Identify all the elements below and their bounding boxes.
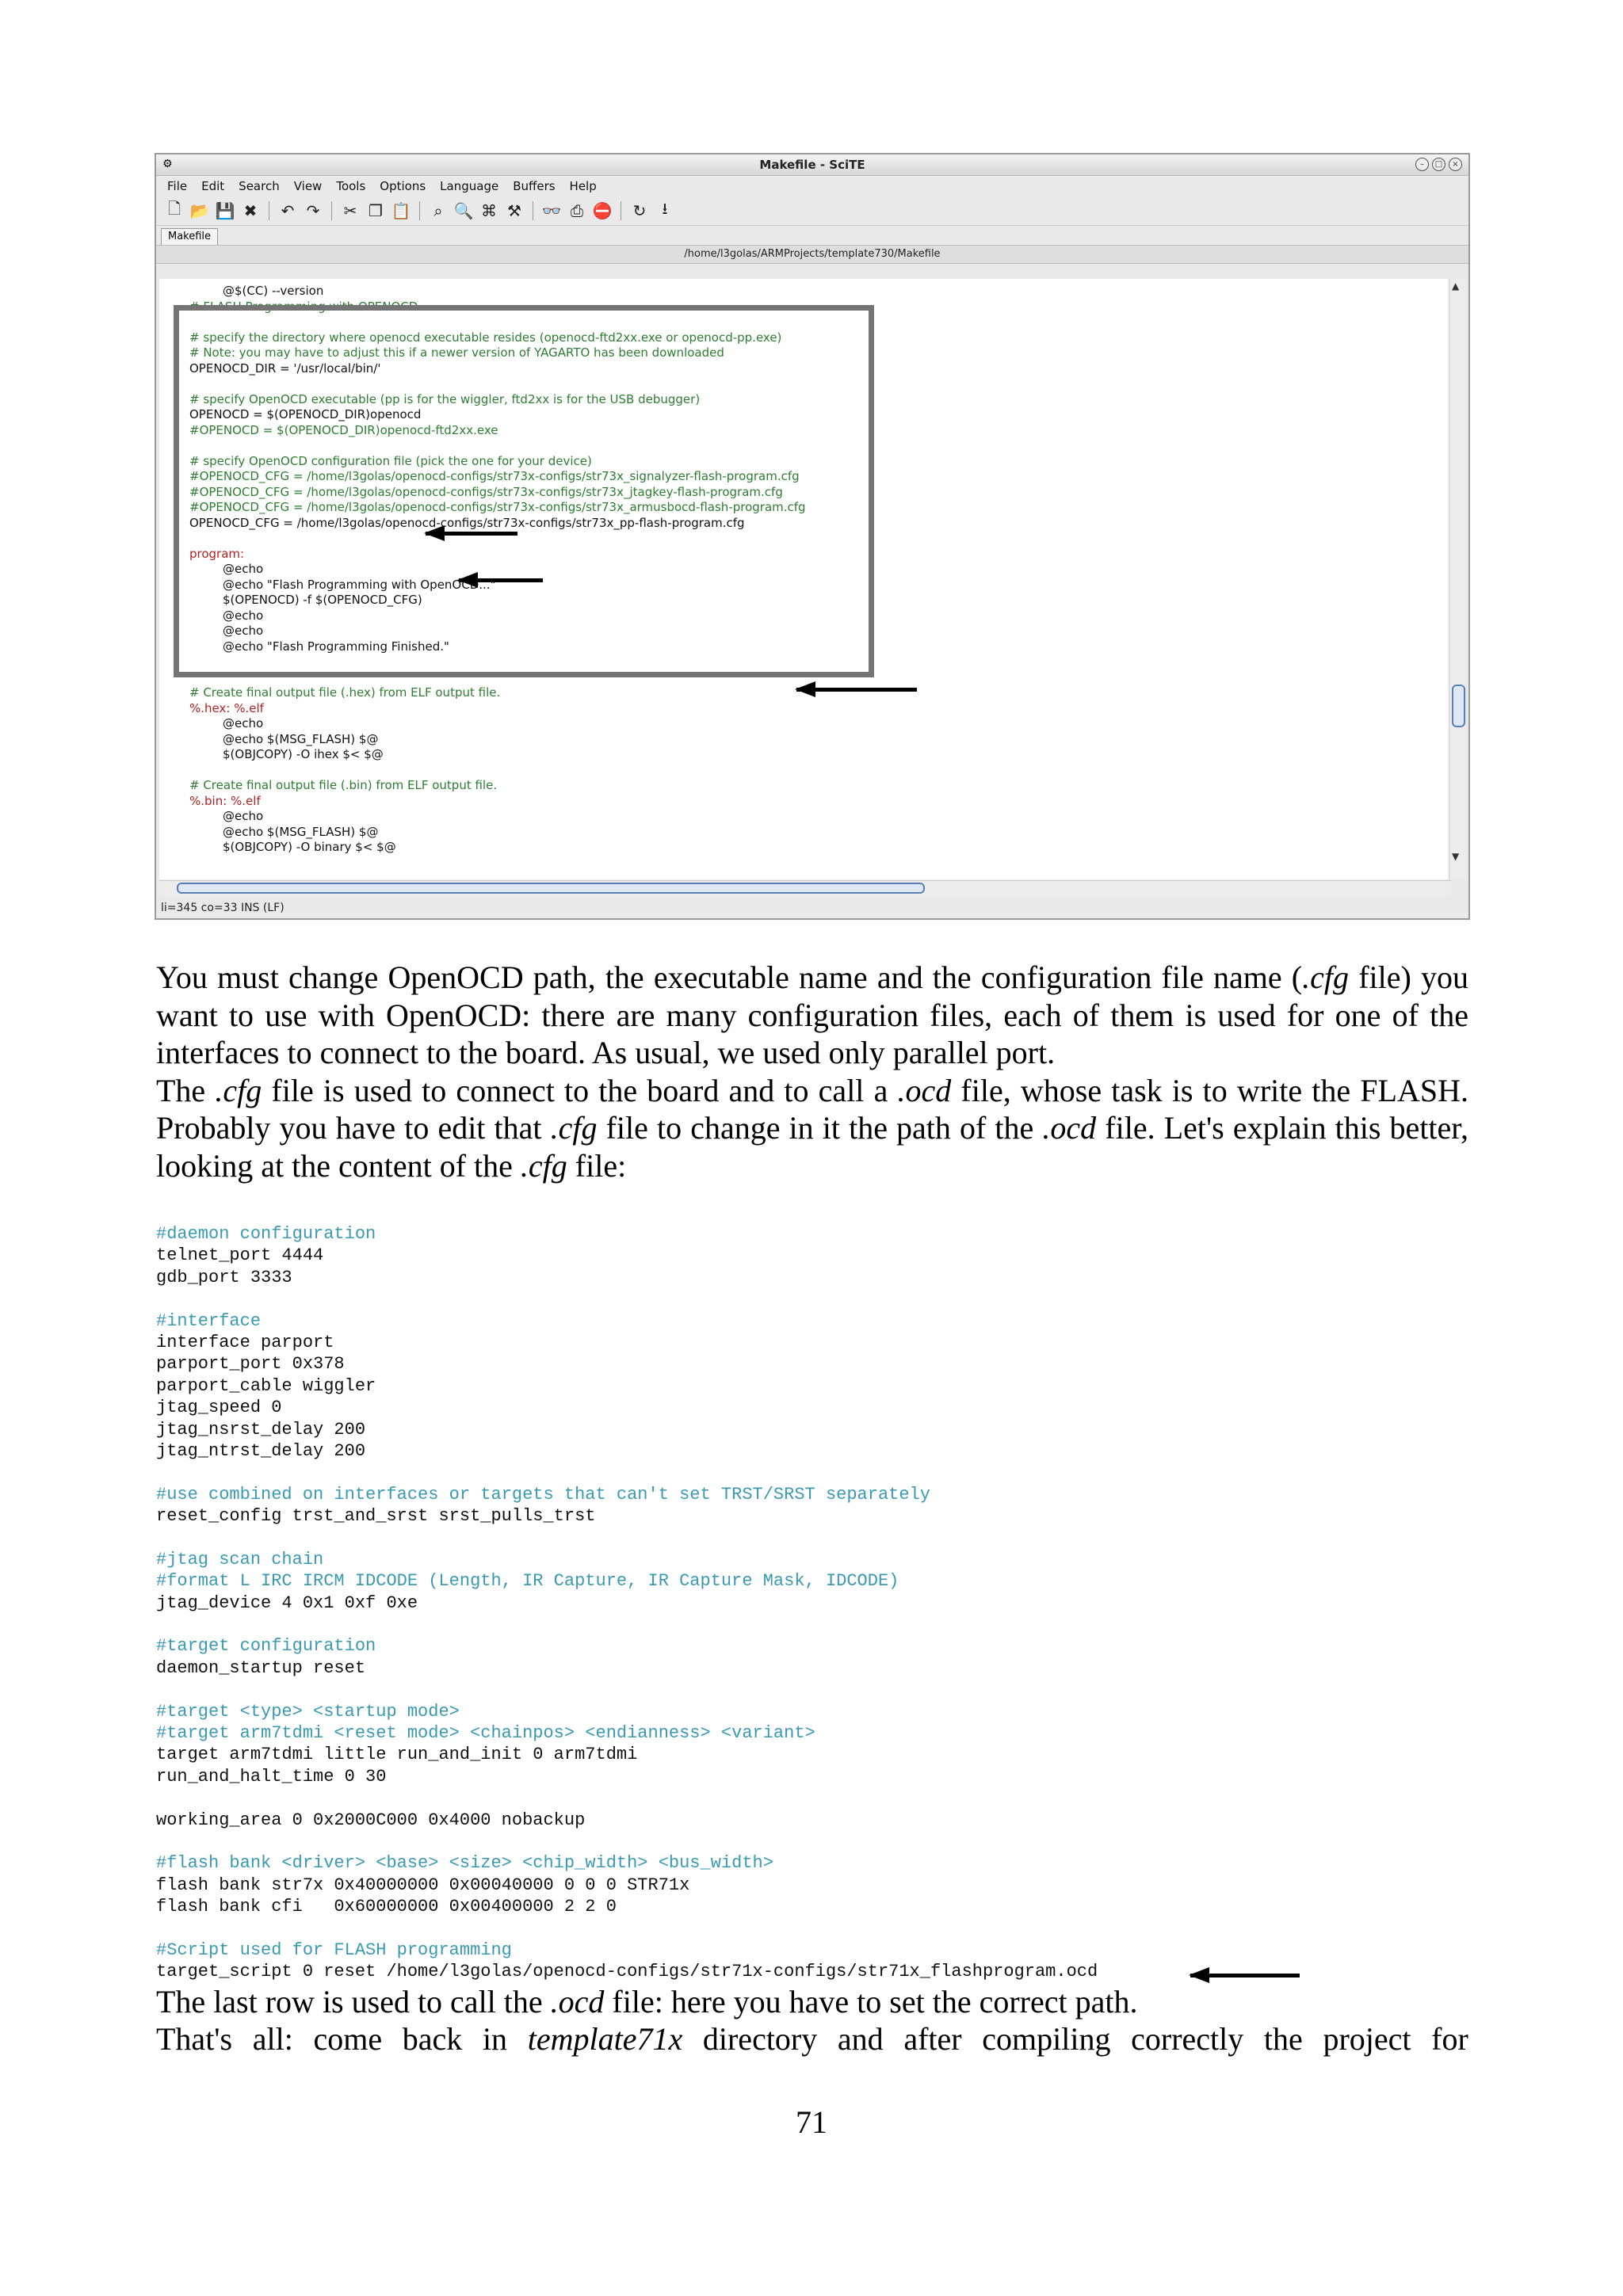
undo-icon[interactable]: ↶ bbox=[281, 201, 295, 220]
paste-icon[interactable]: 📋 bbox=[391, 201, 411, 220]
editor-line: #OPENOCD_CFG = /home/l3golas/openocd-configs/str73x-configs/str73x_signalyzer-flash-program.cfg bbox=[189, 469, 800, 483]
status-bar: li=345 co=33 INS (LF) bbox=[161, 902, 285, 914]
code-line: #Script used for FLASH programming bbox=[156, 1939, 512, 1960]
editor-line: @echo bbox=[223, 608, 264, 623]
scroll-up-icon[interactable]: ▲ bbox=[1452, 280, 1460, 292]
arrow-target-script bbox=[1190, 1974, 1300, 1978]
menu-view[interactable]: View bbox=[293, 179, 323, 193]
paragraph-2: The .cfg file is used to connect to the board and to call a .ocd file, whose task is to write the FLASH. Probably you have to edit that .cfg file to change in it the path of the .ocd file. Let's explain this better, looking at the content of the .cfg file: bbox=[156, 1072, 1469, 1184]
editor-line: # specify the directory where openocd executable resides (openocd-ftd2xx.exe or openocd-pp.exe) bbox=[189, 330, 782, 345]
word: correctly bbox=[1131, 2021, 1244, 2057]
editor-line: @echo "Flash Programming with OpenOCD..." bbox=[223, 577, 496, 592]
code-line: target arm7tdmi little run_and_init 0 arm7tdmi bbox=[156, 1745, 638, 1765]
editor-line: $(OPENOCD) -f $(OPENOCD_CFG) bbox=[223, 593, 422, 607]
open-icon[interactable]: 📂 bbox=[189, 201, 210, 220]
find-icon[interactable]: ⌕ bbox=[433, 201, 443, 220]
editor-line: @echo bbox=[223, 716, 264, 730]
code-line: parport_cable wiggler bbox=[156, 1375, 376, 1396]
editor-line: @echo bbox=[223, 809, 264, 823]
code-line: target_script 0 reset /home/l3golas/openocd-configs/str71x-configs/str71x_flashprogram.ocd bbox=[156, 1962, 1098, 1982]
editor-line: # Create final output file (.hex) from ELF output file. bbox=[189, 685, 501, 700]
code-line: jtag_speed 0 bbox=[156, 1398, 282, 1418]
editor-line: #OPENOCD = $(OPENOCD_DIR)openocd-ftd2xx.exe bbox=[189, 422, 498, 437]
build-icon[interactable]: ⭳ bbox=[662, 199, 668, 218]
code-line: #target configuration bbox=[156, 1636, 376, 1657]
arrow-openocd-dir bbox=[426, 532, 517, 536]
scroll-down-icon[interactable]: ▼ bbox=[1452, 851, 1460, 862]
toolbar bbox=[156, 196, 1468, 226]
menu-tools[interactable]: Tools bbox=[336, 179, 366, 193]
editor-line: @echo "Flash Programming Finished." bbox=[223, 639, 449, 654]
menu-bar bbox=[156, 176, 1468, 196]
code-line: #interface bbox=[156, 1310, 262, 1331]
code-line: #target <type> <startup mode> bbox=[156, 1701, 460, 1722]
horizontal-scroll-thumb[interactable] bbox=[177, 883, 925, 894]
menu-file[interactable]: File bbox=[167, 179, 188, 193]
menu-buffers[interactable]: Buffers bbox=[513, 179, 556, 193]
toolbar-separator bbox=[331, 201, 332, 220]
word: compiling bbox=[982, 2021, 1111, 2057]
code-line: flash bank str7x 0x40000000 0x00040000 0 0 0 STR71x bbox=[156, 1875, 690, 1895]
word: come bbox=[313, 2021, 383, 2057]
code-line bbox=[156, 1787, 1098, 1809]
menu-help[interactable]: Help bbox=[569, 179, 597, 193]
new-icon[interactable]: 🗋 bbox=[167, 199, 181, 218]
editor-line: # Create final output file (.bin) from ELF output file. bbox=[189, 778, 498, 792]
stop-icon[interactable]: ⛔ bbox=[592, 201, 613, 220]
editor-line: @$(CC) --version bbox=[223, 284, 324, 298]
code-line bbox=[156, 1831, 1098, 1852]
code-line bbox=[156, 1679, 1098, 1700]
copy-icon[interactable]: ❐ bbox=[369, 201, 383, 220]
code-line: reset_config trst_and_srst srst_pulls_trst bbox=[156, 1506, 596, 1527]
tab-makefile[interactable]: Makefile bbox=[161, 228, 218, 245]
editor-line: @echo bbox=[223, 562, 264, 576]
app-icon: ⚙ bbox=[162, 158, 173, 170]
cfg-code-listing bbox=[156, 1223, 1098, 1983]
editor-line: #OPENOCD_CFG = /home/l3golas/openocd-configs/str73x-configs/str73x_jtagkey-flash-program.cfg bbox=[189, 484, 783, 499]
word: all: bbox=[252, 2021, 293, 2057]
editor-line: @echo bbox=[223, 624, 264, 638]
editor-line: $(OBJCOPY) -O binary $< $@ bbox=[223, 840, 396, 854]
menu-edit[interactable]: Edit bbox=[201, 179, 225, 193]
tab-bar bbox=[156, 226, 1468, 245]
code-line: daemon_startup reset bbox=[156, 1657, 366, 1678]
word: for bbox=[1431, 2021, 1468, 2057]
editor-line: @echo $(MSG_FLASH) $@ bbox=[223, 731, 379, 746]
arrow-openocd bbox=[459, 578, 543, 582]
editor-line: %.hex: %.elf bbox=[189, 700, 264, 715]
tools-icon[interactable]: ⚒ bbox=[507, 201, 521, 220]
print-icon[interactable]: ⎙ bbox=[571, 201, 583, 220]
replace-icon[interactable]: ⌘ bbox=[481, 201, 497, 220]
after-line-2 bbox=[156, 2020, 1468, 2058]
editor-line: # specify OpenOCD executable (pp is for the wiggler, ftd2xx is for the USB debugger) bbox=[189, 391, 701, 406]
window-title: Makefile - SciTE bbox=[759, 158, 865, 172]
code-line: parport_port 0x378 bbox=[156, 1354, 345, 1375]
code-line: #daemon configuration bbox=[156, 1224, 376, 1244]
editor-line: # FLASH Programming with OPENOCD bbox=[189, 299, 418, 314]
redo-icon[interactable]: ↷ bbox=[306, 201, 320, 220]
code-line: interface parport bbox=[156, 1332, 334, 1352]
code-line: #jtag scan chain bbox=[156, 1549, 324, 1569]
file-path: /home/l3golas/ARMProjects/template730/Makefile bbox=[156, 245, 1468, 264]
paragraph-1: You must change OpenOCD path, the executable name and the configuration file name (.cfg file) you want to use with OpenOCD: there are many configuration files, each of them is used for one of the interfaces to connect to the board. As usual, we used only parallel port. bbox=[156, 959, 1469, 1070]
page-number: 71 bbox=[796, 2104, 827, 2140]
word: the bbox=[1263, 2021, 1303, 2057]
cut-icon[interactable]: ✂ bbox=[343, 201, 357, 220]
word: directory bbox=[702, 2021, 818, 2057]
word: in bbox=[482, 2021, 508, 2057]
scite-window bbox=[155, 153, 1470, 920]
maximize-icon[interactable]: □ bbox=[1432, 158, 1445, 171]
code-line bbox=[156, 1527, 1098, 1548]
editor-line: $(OBJCOPY) -O ihex $< $@ bbox=[223, 747, 384, 761]
body-text bbox=[156, 959, 1468, 1184]
word: project bbox=[1323, 2021, 1411, 2057]
after-line-1: The last row is used to call the .ocd file: here you have to set the correct path. bbox=[156, 1984, 1138, 2019]
editor-line: OPENOCD_DIR = '/usr/local/bin/' bbox=[189, 360, 381, 376]
code-line: flash bank cfi 0x60000000 0x00400000 2 2 0 bbox=[156, 1897, 617, 1917]
code-line bbox=[156, 1614, 1098, 1635]
minimize-icon[interactable]: – bbox=[1415, 158, 1429, 171]
toolbar-separator bbox=[419, 201, 420, 220]
word: back bbox=[402, 2021, 463, 2057]
code-line: #format L IRC IRCM IDCODE (Length, IR Capture, IR Capture Mask, IDCODE) bbox=[156, 1571, 899, 1592]
code-line: #use combined on interfaces or targets that can't set TRST/SRST separately bbox=[156, 1484, 930, 1505]
menu-language[interactable]: Language bbox=[440, 179, 499, 193]
code-line: jtag_ntrst_delay 200 bbox=[156, 1440, 366, 1461]
save-icon[interactable]: 💾 bbox=[215, 201, 235, 220]
word: That's bbox=[156, 2021, 233, 2057]
find-next-icon[interactable]: 🔍 bbox=[453, 201, 474, 220]
code-line: #flash bank <driver> <base> <size> <chip_width> <bus_width> bbox=[156, 1853, 773, 1874]
code-line bbox=[156, 1462, 1098, 1483]
word: after bbox=[903, 2021, 962, 2057]
word: and bbox=[837, 2021, 884, 2057]
vertical-scroll-thumb[interactable] bbox=[1452, 685, 1465, 727]
menu-search[interactable]: Search bbox=[239, 179, 280, 193]
code-line: gdb_port 3333 bbox=[156, 1267, 292, 1287]
title-bar bbox=[156, 154, 1468, 176]
editor-line: @echo $(MSG_FLASH) $@ bbox=[223, 824, 379, 839]
code-line bbox=[156, 1288, 1098, 1310]
editor-line: OPENOCD_CFG = /home/l3golas/openocd-configs/str73x-configs/str73x_pp-flash-program.cfg bbox=[189, 515, 745, 530]
menu-options[interactable]: Options bbox=[380, 179, 426, 193]
editor-line: program: bbox=[189, 546, 245, 561]
close-window-icon[interactable]: × bbox=[1449, 158, 1462, 171]
code-line: #target arm7tdmi <reset mode> <chainpos> <endianness> <variant> bbox=[156, 1722, 815, 1743]
highlight-box bbox=[174, 305, 874, 677]
code-line bbox=[156, 1918, 1098, 1939]
code-line: run_and_halt_time 0 30 bbox=[156, 1766, 387, 1787]
close-icon[interactable]: ✖ bbox=[243, 201, 258, 220]
vertical-scrollbar[interactable] bbox=[1449, 279, 1465, 879]
compile-icon[interactable]: ↻ bbox=[632, 201, 647, 220]
code-line: jtag_nsrst_delay 200 bbox=[156, 1419, 366, 1440]
code-line: jtag_device 4 0x1 0xf 0xe bbox=[156, 1592, 418, 1613]
code-line: working_area 0 0x2000C000 0x4000 nobackup bbox=[156, 1810, 586, 1830]
editor-line: # Note: you may have to adjust this if a newer version of YAGARTO has been downloaded bbox=[189, 345, 724, 360]
horizontal-scrollbar[interactable] bbox=[159, 880, 1451, 895]
editor-line: # specify OpenOCD configuration file (pick the one for your device) bbox=[189, 453, 592, 468]
binoculars-icon[interactable]: 👓 bbox=[541, 201, 562, 220]
editor-line: OPENOCD = $(OPENOCD_DIR)openocd bbox=[189, 407, 422, 421]
code-line: telnet_port 4444 bbox=[156, 1245, 324, 1266]
arrow-openocd-cfg bbox=[796, 688, 917, 692]
editor-line: #OPENOCD_CFG = /home/l3golas/openocd-configs/str73x-configs/str73x_armusbocd-flash-program.cfg bbox=[189, 500, 806, 514]
word: template71x bbox=[527, 2021, 683, 2057]
editor-line: %.bin: %.elf bbox=[189, 793, 261, 808]
